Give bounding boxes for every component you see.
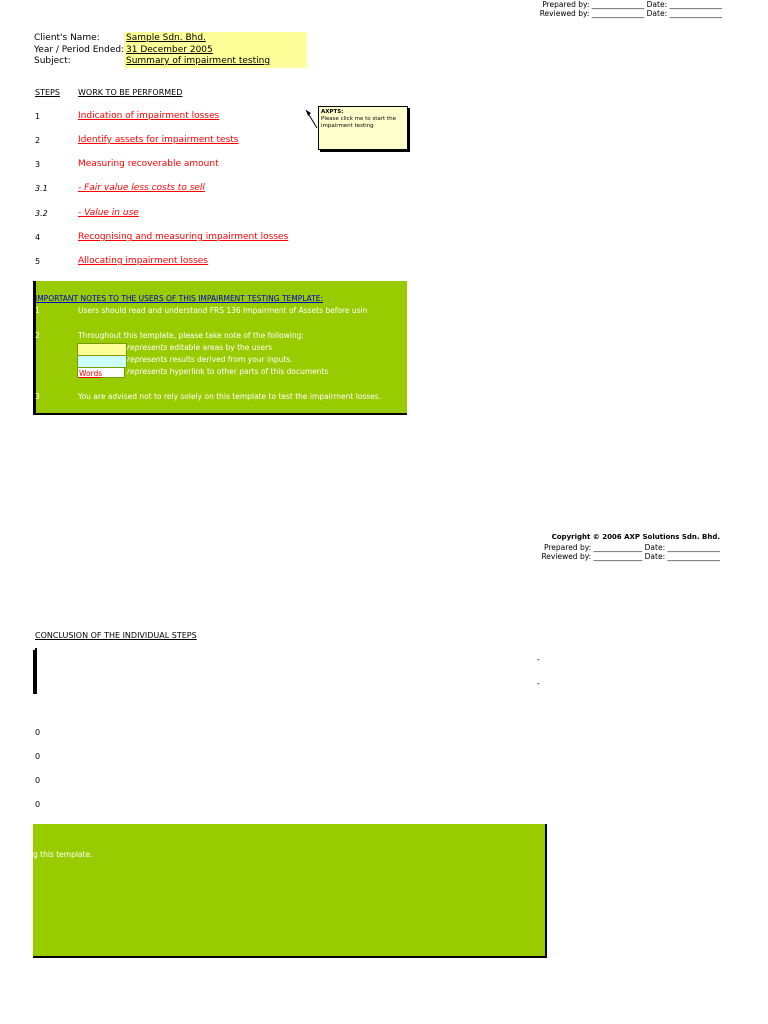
- comment-box-edge-gap: [33, 648, 35, 650]
- conclusion-result: 0: [35, 776, 41, 785]
- step-link-indication[interactable]: Indication of impairment losses: [78, 111, 220, 121]
- signoff-block: [540, 0, 722, 18]
- client-name-field[interactable]: Sample Sdn. Bhd.: [126, 33, 307, 44]
- note-3-text: You are advised not to rely solely on this template to test the impairment losses.: [78, 392, 382, 401]
- note-number: 1: [35, 306, 40, 315]
- conclusion-title: CONCLUSION OF THE INDIVIDUAL STEPS: [35, 631, 197, 640]
- subject-field[interactable]: Summary of impairment testing: [126, 56, 307, 67]
- step-link-identify-assets[interactable]: Identify assets for impairment tests: [78, 135, 239, 145]
- note-1-text: Users should read and understand FRS 136 Impairment of Assets before usin: [78, 306, 368, 315]
- step-number: 4: [35, 233, 41, 242]
- step-number: 1: [35, 112, 41, 121]
- conclusion-value: -: [537, 679, 540, 688]
- signoff-block-page2: [541, 543, 720, 561]
- note-number: 3: [35, 392, 40, 401]
- step-number: 2: [35, 136, 41, 145]
- copyright-text: Copyright © 2006 AXP Solutions Sdn. Bhd.: [551, 533, 720, 541]
- reviewed-by-line: Reviewed by: ______________ Date: ______________: [539, 9, 722, 18]
- note-2-text: Throughout this template, please take note of the following:: [78, 331, 304, 340]
- legend-hyperlink-text: represents hyperlink to other parts of this documents: [127, 367, 329, 376]
- legend-editable-text: represents editable areas by the users: [127, 343, 273, 352]
- legend-derived-text: represents results derived from your inputs.: [127, 355, 293, 364]
- notes-panel-right-border: [545, 824, 547, 958]
- conclusion-result: 0: [35, 800, 41, 809]
- steps-column-header: STEPS: [35, 88, 60, 97]
- client-name-label: Client's Name:: [34, 33, 100, 43]
- step-number: 3.1: [35, 184, 48, 193]
- notes-panel-bottom-border: [33, 956, 547, 958]
- step-number: 5: [35, 257, 41, 266]
- work-column-header: WORK TO BE PERFORMED: [78, 88, 183, 97]
- step-link-value-in-use[interactable]: - Value in use: [78, 208, 139, 218]
- conclusion-result: 0: [35, 752, 41, 761]
- notes-title: IMPORTANT NOTES TO THE USERS OF THIS IMPAIRMENT TESTING TEMPLATE:: [35, 294, 323, 303]
- comment-text: Please click me to start the impairment testing: [321, 116, 396, 129]
- period-ended-field[interactable]: 31 December 2005: [126, 45, 307, 56]
- notes-panel-bottom-border: [33, 413, 407, 415]
- step-label-recoverable-amount: Measuring recoverable amount: [78, 159, 219, 169]
- important-notes-panel-continued: [33, 824, 547, 958]
- prepared-by-line: Prepared by: ______________ Date: ______________: [542, 0, 722, 9]
- subject-label: Subject:: [34, 56, 71, 66]
- reviewed-by-line: Reviewed by: _____________ Date: ______________: [541, 552, 720, 561]
- comment-title: AXPTS:: [321, 109, 344, 115]
- step-number: 3: [35, 160, 41, 169]
- conclusion-value: -: [537, 655, 540, 664]
- comment-box[interactable]: [318, 106, 408, 150]
- period-ended-label: Year / Period Ended:: [34, 45, 125, 55]
- comment-box-edge: [33, 648, 37, 694]
- step-link-allocating[interactable]: Allocating impairment losses: [78, 256, 208, 266]
- step-link-recognising[interactable]: Recognising and measuring impairment losses: [78, 232, 289, 242]
- prepared-by-line: Prepared by: _____________ Date: ______________: [544, 543, 720, 552]
- step-number: 3.2: [35, 209, 48, 218]
- step-link-fair-value[interactable]: - Fair value less costs to sell: [78, 183, 205, 193]
- note-number: 2: [35, 331, 40, 340]
- note-1-text-continued: g this template.: [33, 850, 93, 859]
- legend-hyperlink-swatch[interactable]: Words: [77, 367, 125, 378]
- conclusion-result: 0: [35, 728, 41, 737]
